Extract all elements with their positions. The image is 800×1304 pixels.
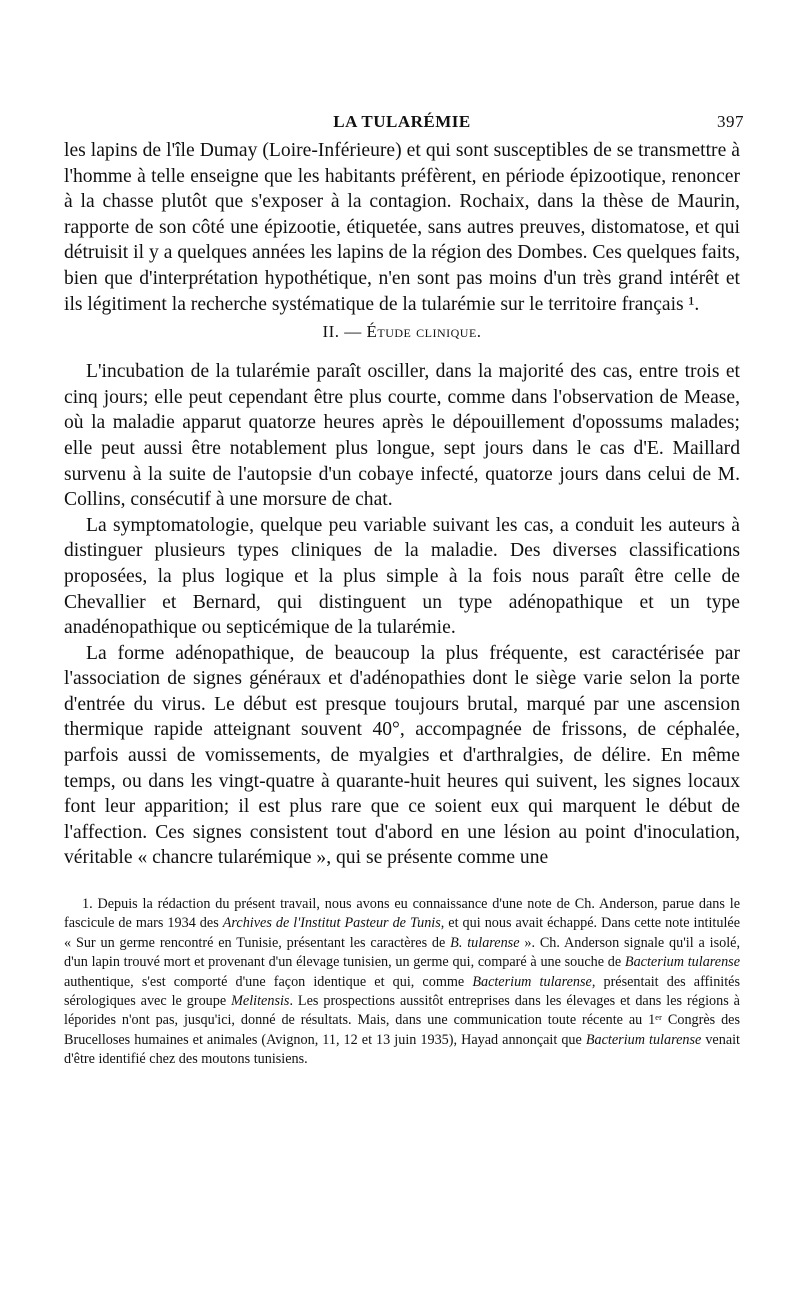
footnote-species: Bacterium tularense [585, 1031, 702, 1048]
footnotes [64, 895, 740, 1070]
section-heading [64, 321, 740, 343]
footnote-text-a: 1. Depuis la rédaction du présent travail, nous avons eu connaissance d'une note de Ch. Anderson, parue dans le fascicule de mars 1934 des [64, 896, 740, 932]
main-text [64, 138, 740, 871]
footnote-text-d: authentique, s'est comporté d'une façon identique et qui, comme [64, 973, 473, 990]
paragraph-symptomatologie: La symptomatologie, quelque peu variable suivant les cas, a conduit les auteurs à distinguer plusieurs types cliniques de la maladie. Des diverses classifications proposées, la plus logique et la plus simple à la fois nous paraît être celle de Chevallier et Bernard, qui distinguent un type adénopathique et un type anadénopathique ou septicémique de la tularémie. [64, 514, 740, 639]
footnote-text-b: , et qui nous avait échappé. Dans cette note intitulée « Sur un germe rencontré en Tunisie, présentant les caractères de [64, 915, 741, 951]
paragraph-continuation: les lapins de l'île Dumay (Loire-Inférieure) et qui sont susceptibles de se transmettre à l'homme à telle enseigne que les habitants préfèrent, en période épizootique, renoncer à la chasse plutôt que s'exposer à la contagion. Rochaix, dans la thèse de Maurin, rapporte de son côté une épizootie, étiquetée, sans autres preuves, distomatose, et qui détruisit il y a quelques années les lapins de la région des Dombes. Ces quelques faits, bien que d'interprétation hypothétique, n'en sont pas moins d'un très grand intérêt et ils légitiment la recherche systématique de la tularémie sur le territoire français ¹. [64, 140, 740, 315]
footnote-1 [64, 895, 740, 1070]
page-number: 397 [717, 112, 744, 131]
footnote-journal: Archives de l'Institut Pasteur de Tunis [222, 915, 441, 932]
footnote-species: B. tularense [450, 934, 520, 951]
footnote-species: Bacterium tularense [624, 954, 741, 971]
running-title: LA TULARÉMIE [333, 112, 471, 131]
document-page [64, 108, 744, 1070]
footnote-group: Melitensis [231, 993, 290, 1010]
footnote-text-g: venait d'être identifié chez des moutons tunisiens. [64, 1031, 741, 1068]
footnote-species: Bacterium tularense [472, 973, 592, 990]
paragraph-forme-adenopathique: La forme adénopathique, de beaucoup la plus fréquente, est caractérisée par l'association de signes généraux et d'adénopathies dont le siège varie selon la porte d'entrée du virus. Le début est presque toujours brutal, marqué par une ascension thermique rapide atteignant souvent 40°, accompagnée de frissons, de céphalée, parfois aussi de vomissements, de myalgies et d'arthralgies, de délire. En même temps, ou dans les vingt-quatre à quarante-huit heures qui suivent, les signes locaux font leur apparition; il est plus rare que ce soient eux qui marquent le début de l'affection. Ces signes consistent tout d'abord en une lésion au point d'inoculation, véritable « chancre tularémique », qui se présente comme une [64, 642, 740, 869]
footnote-text-e: , présentait des affinités sérologiques avec le groupe [64, 973, 740, 1010]
footnote-text-c: ». Ch. Anderson signale qu'il a isolé, d'un lapin trouvé mort et provenant d'un élevage tunisien, un germe qui, comparé à une souche de [64, 934, 740, 971]
paragraph-incubation: L'incubation de la tularémie paraît osciller, dans la majorité des cas, entre trois et cinq jours; elle peut cependant être plus courte, comme dans l'observation de Mease, où la maladie apparut quatorze heures après le dépouillement d'opossums malades; elle peut aussi être notablement plus longue, sept jours dans le cas d'E. Maillard survenu à la suite de l'autopsie d'un cobaye infecté, quatorze jours dans celui de M. Collins, consécutif à une morsure de chat. [64, 361, 740, 511]
section-heading-text: II. — Étude clinique. [322, 322, 482, 342]
footnote-text-f: . Les prospections aussitôt entreprises dans les élevages et dans les régions à léporides n'ont pas, jusqu'ici, donné de résultats. Mais, dans une communication toute récente au 1ᵉʳ Congrès des Brucelloses humaines et animales (Avignon, 11, 12 et 13 juin 1935), Hayad annonçait que [64, 993, 740, 1048]
running-header [64, 108, 744, 138]
